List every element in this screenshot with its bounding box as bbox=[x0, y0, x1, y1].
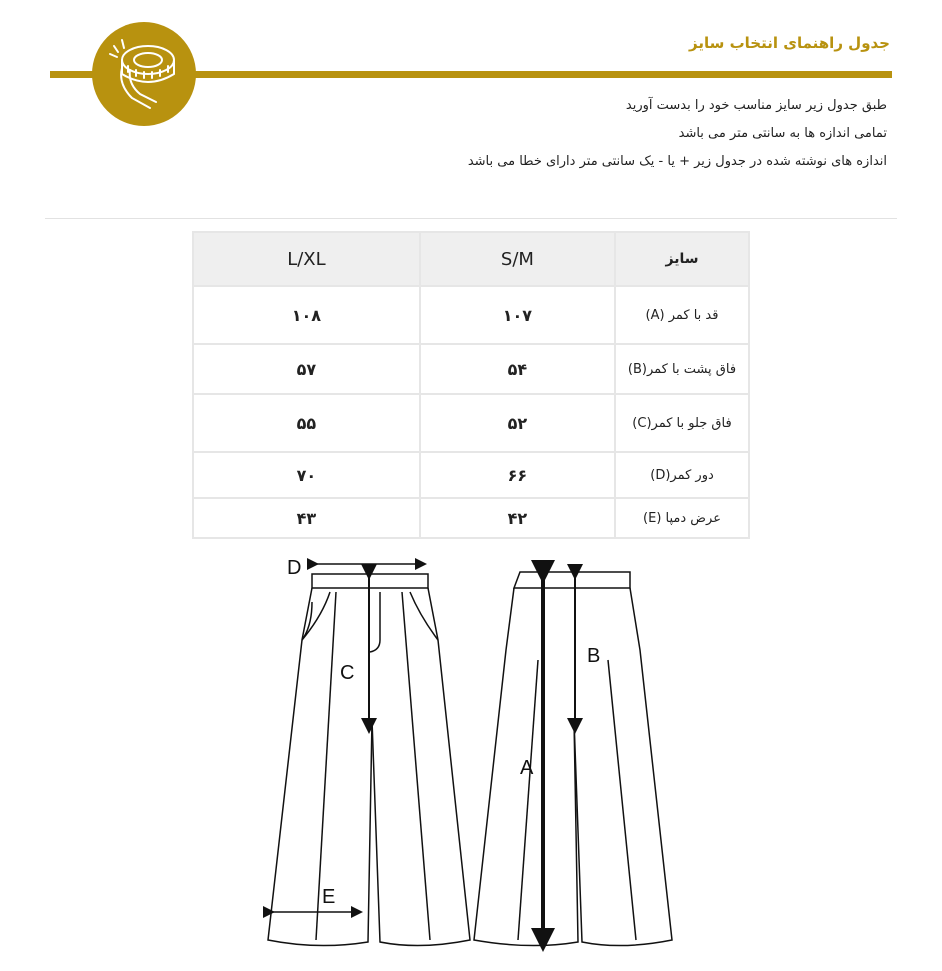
row-label: دور کمر(D) bbox=[616, 453, 748, 497]
section-divider bbox=[45, 218, 897, 219]
cell-l-xl: ۵۷ bbox=[194, 345, 419, 393]
note-line: اندازه های نوشته شده در جدول زیر + یا - یک سانتی متر دارای خطا می باشد bbox=[467, 154, 887, 169]
table-row bbox=[194, 287, 748, 343]
label-a: A bbox=[520, 757, 534, 779]
label-e: E bbox=[322, 886, 336, 908]
cell-l-xl: ۱۰۸ bbox=[194, 287, 419, 343]
page-title: جدول راهنمای انتخاب سایز bbox=[689, 34, 890, 52]
cell-s-m: ۶۶ bbox=[421, 453, 614, 497]
header-cell-l-xl: L/XL bbox=[194, 233, 419, 285]
row-label: عرض دمپا (E) bbox=[616, 499, 748, 537]
size-table bbox=[192, 231, 750, 539]
tape-measure-icon bbox=[92, 22, 196, 126]
header-cell-size: سایز bbox=[616, 233, 748, 285]
notes-list bbox=[468, 92, 887, 176]
label-d: D bbox=[287, 557, 302, 579]
table-row bbox=[194, 453, 748, 497]
cell-s-m: ۱۰۷ bbox=[421, 287, 614, 343]
cell-s-m: ۴۲ bbox=[421, 499, 614, 537]
table-row bbox=[194, 499, 748, 537]
label-c: C bbox=[340, 662, 355, 684]
table-header-row bbox=[194, 233, 748, 285]
cell-l-xl: ۴۳ bbox=[194, 499, 419, 537]
note-line: طبق جدول زیر سایز مناسب خود را بدست آورید bbox=[625, 98, 887, 113]
tape-measure-badge bbox=[92, 22, 196, 126]
pants-measurement-diagram bbox=[0, 540, 942, 971]
row-label: فاق پشت با کمر(B) bbox=[616, 345, 748, 393]
table-row bbox=[194, 395, 748, 451]
header-cell-s-m: S/M bbox=[421, 233, 614, 285]
note-line: تمامی اندازه ها به سانتی متر می باشد bbox=[678, 126, 887, 141]
cell-s-m: ۵۲ bbox=[421, 395, 614, 451]
row-label: قد با کمر (A) bbox=[616, 287, 748, 343]
back-pants-drawing bbox=[474, 572, 672, 946]
label-b: B bbox=[587, 645, 601, 667]
cell-s-m: ۵۴ bbox=[421, 345, 614, 393]
table-row bbox=[194, 345, 748, 393]
row-label: فاق جلو با کمر(C) bbox=[616, 395, 748, 451]
cell-l-xl: ۵۵ bbox=[194, 395, 419, 451]
cell-l-xl: ۷۰ bbox=[194, 453, 419, 497]
